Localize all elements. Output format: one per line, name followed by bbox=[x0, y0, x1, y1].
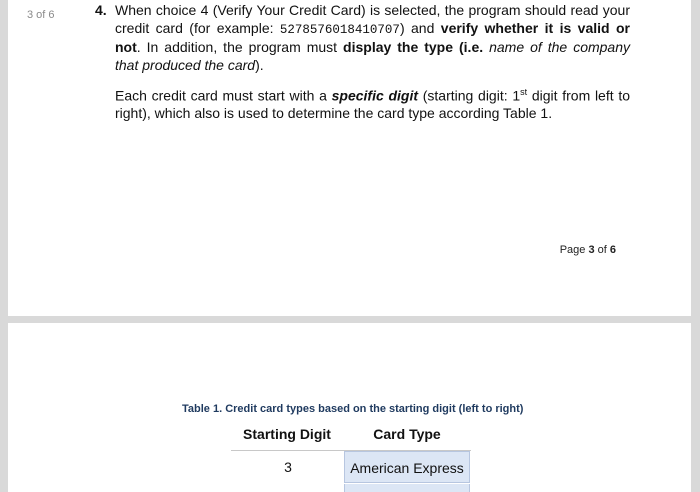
superscript-st: st bbox=[520, 87, 528, 97]
footer-total-pages: 6 bbox=[609, 244, 616, 256]
question-text: When choice 4 (Verify Your Credit Card) is selected, the program should read your credit card (for example: bbox=[115, 2, 630, 36]
pdf-page-4 bbox=[8, 323, 691, 492]
question-paragraph-2 bbox=[115, 84, 630, 123]
footer-current-page: 3 bbox=[588, 244, 595, 256]
emphasis-specific-digit: specific digit bbox=[331, 87, 419, 104]
page-indicator: 3 of 6 bbox=[27, 9, 55, 21]
question-number: 4. bbox=[95, 2, 107, 18]
footer-prefix: Page bbox=[559, 244, 589, 256]
table-next-row-partial bbox=[344, 484, 470, 492]
emphasis-display-type: display the type (i.e. bbox=[343, 39, 484, 55]
emphasis-verify: verify whether it is valid or not bbox=[115, 19, 630, 55]
table-cell-card-type: American Express bbox=[344, 451, 470, 483]
table-header-starting-digit: Starting Digit bbox=[243, 426, 331, 442]
question-body bbox=[115, 2, 630, 123]
table-caption: Table 1. Credit card types based on the starting digit (left to right) bbox=[182, 403, 524, 415]
question-text: digit from left to right), which also is used to determine the card type according Table 1. bbox=[115, 87, 631, 122]
example-card-number: 5278576018410707 bbox=[279, 22, 400, 37]
question-paragraph-1 bbox=[115, 2, 630, 74]
footer-of: of bbox=[594, 244, 610, 256]
question-text: ). bbox=[255, 56, 264, 73]
table-header-card-type: Card Type bbox=[373, 426, 441, 442]
question-text: Each credit card must start with a bbox=[115, 87, 332, 104]
question-text: (starting digit: 1 bbox=[418, 87, 521, 104]
question-4 bbox=[95, 2, 630, 123]
question-text: . In addition, the program must bbox=[136, 39, 344, 55]
emphasis-company-name: name of the company that produced the card bbox=[115, 39, 630, 73]
page-footer bbox=[560, 244, 616, 256]
question-text: ) and bbox=[399, 19, 441, 36]
pdf-page-3 bbox=[8, 0, 691, 316]
table-cell-digit: 3 bbox=[284, 459, 292, 475]
